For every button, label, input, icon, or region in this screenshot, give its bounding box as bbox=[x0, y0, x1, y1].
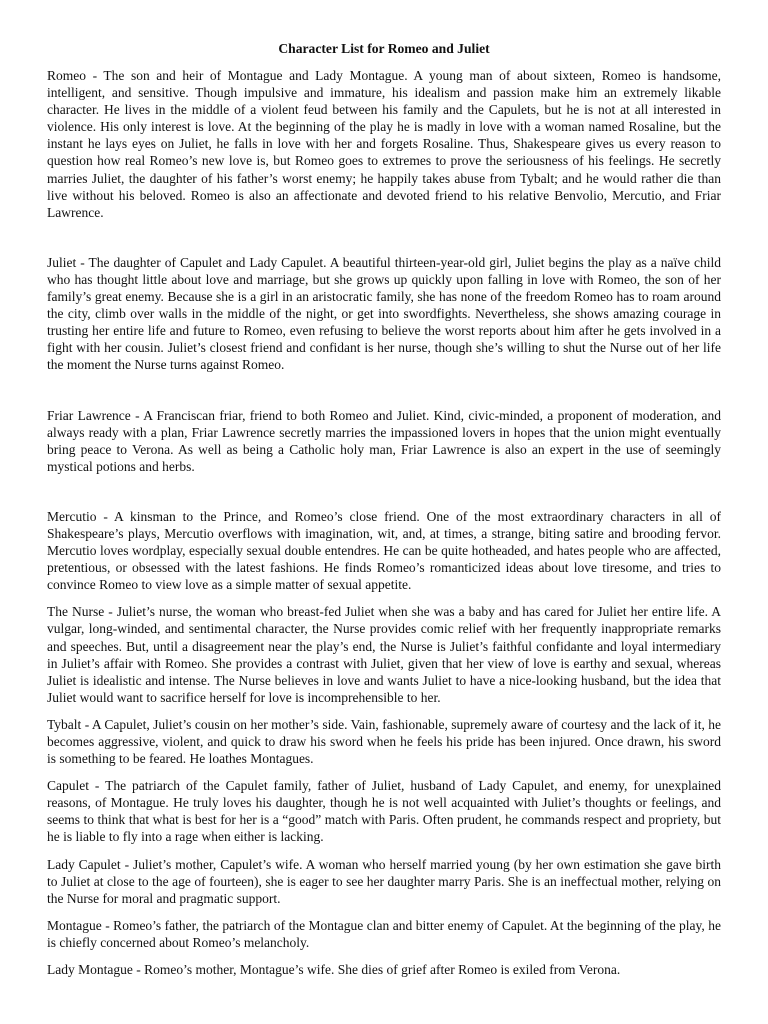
character-entry-montague: Montague - Romeo’s father, the patriarch of the Montague clan and bitter enemy of Capulet. At the beginning of the play, he is chiefly concerned about Romeo’s melancholy. bbox=[47, 917, 721, 950]
character-entry-lady-montague: Lady Montague - Romeo’s mother, Montague’s wife. She dies of grief after Romeo is exiled from Verona. bbox=[47, 962, 621, 978]
character-entry-juliet: Juliet - The daughter of Capulet and Lady Capulet. A beautiful thirteen-year-old girl, Juliet begins the play as a naïve child who has thought little about love and marriage, but she grows up quickly upon falling in love with Romeo, the son of her family’s great enemy. Because she is a girl in an aristocratic family, she has none of the freedom Romeo has to roam around the city, climb over walls in the middle of the night, or get into swordfights. Nevertheless, she shows amazing courage in trusting her entire life and future to Romeo, even refusing to believe the worst reports about him after he gets involved in a fight with her cousin. Juliet’s closest friend and confidant is her nurse, though she’s willing to shut the Nurse out of her life the moment the Nurse turns against Romeo. bbox=[47, 254, 721, 373]
character-entry-capulet: Capulet - The patriarch of the Capulet family, father of Juliet, husband of Lady Capulet, and enemy, for unexplained reasons, of Montague. He truly loves his daughter, though he is not well acquainted with Juliet’s thoughts or feelings, and seems to think that what is best for her is a “good” match with Paris. Often prudent, he commands respect and propriety, but he is liable to fly into a rage when either is lacking. bbox=[47, 778, 721, 845]
document-title: Character List for Romeo and Juliet bbox=[278, 41, 490, 56]
character-entry-lady-capulet: Lady Capulet - Juliet’s mother, Capulet’s wife. A woman who herself married young (by her own estimation she gave birth to Juliet at close to the age of fourteen), she is eager to see her daughter marry Paris. She is an ineffectual mother, relying on the Nurse for moral and pragmatic support. bbox=[47, 856, 721, 906]
character-entry-romeo: Romeo - The son and heir of Montague and Lady Montague. A young man of about sixteen, Romeo is handsome, intelligent, and sensitive. Though impulsive and immature, his idealism and passion make him an extremely likable character. He lives in the middle of a violent feud between his family and the Capulets, but he is not at all interested in violence. His only interest is love. At the beginning of the play he is madly in love with a woman named Rosaline, but the instant he lays eyes on Juliet, he falls in love with her and forgets Rosaline. Thus, Shakespeare gives us every reason to question how real Romeo’s new love is, but Romeo goes to extremes to prove the seriousness of his feelings. He secretly marries Juliet, the daughter of his father’s worst enemy; he happily takes abuse from Tybalt; and he would rather die than live without his beloved. Romeo is also an affectionate and devoted friend to his relative Benvolio, Mercutio, and Friar Lawrence. bbox=[47, 68, 721, 220]
character-entry-tybalt: Tybalt - A Capulet, Juliet’s cousin on her mother’s side. Vain, fashionable, supremely aware of courtesy and the lack of it, he becomes aggressive, violent, and quick to draw his sword when he feels his pride has been injured. Once drawn, his sword is something to be feared. He loathes Montagues. bbox=[47, 716, 721, 767]
character-entry-mercutio: Mercutio - A kinsman to the Prince, and Romeo’s close friend. One of the most extraordinary characters in all of Shakespeare’s plays, Mercutio overflows with imagination, wit, and, at times, a strange, biting satire and brooding fervor. Mercutio loves wordplay, especially sexual double entendres. He can be quite hotheaded, and hates people who are affected, pretentious, or obsessed with the latest fashions. He finds Romeo’s romanticized ideas about love tiresome, and tries to convince Romeo to view love as a simple matter of sexual appetite. bbox=[47, 508, 721, 593]
character-entry-friar-lawrence: Friar Lawrence - A Franciscan friar, friend to both Romeo and Juliet. Kind, civic-minded, a proponent of moderation, and always ready with a plan, Friar Lawrence secretly marries the impassioned lovers in hopes that the union might eventually bring peace to Verona. As well as being a Catholic holy man, Friar Lawrence is also an expert in the use of seemingly mystical potions and herbs. bbox=[47, 407, 721, 474]
character-entry-nurse: The Nurse - Juliet’s nurse, the woman who breast-fed Juliet when she was a baby and has cared for Juliet her entire life. A vulgar, long-winded, and sentimental character, the Nurse provides comic relief with her frequently inappropriate remarks and speeches. But, until a disagreement near the play’s end, the Nurse is Juliet’s faithful confidante and loyal intermediary in Juliet’s affair with Romeo. She provides a contrast with Juliet, given that her view of love is earthy and sexual, whereas Juliet is idealistic and intense. The Nurse believes in love and wants Juliet to have a nice-looking husband, but the idea that Juliet would want to sacrifice herself for love is incomprehensible to her. bbox=[47, 604, 721, 705]
